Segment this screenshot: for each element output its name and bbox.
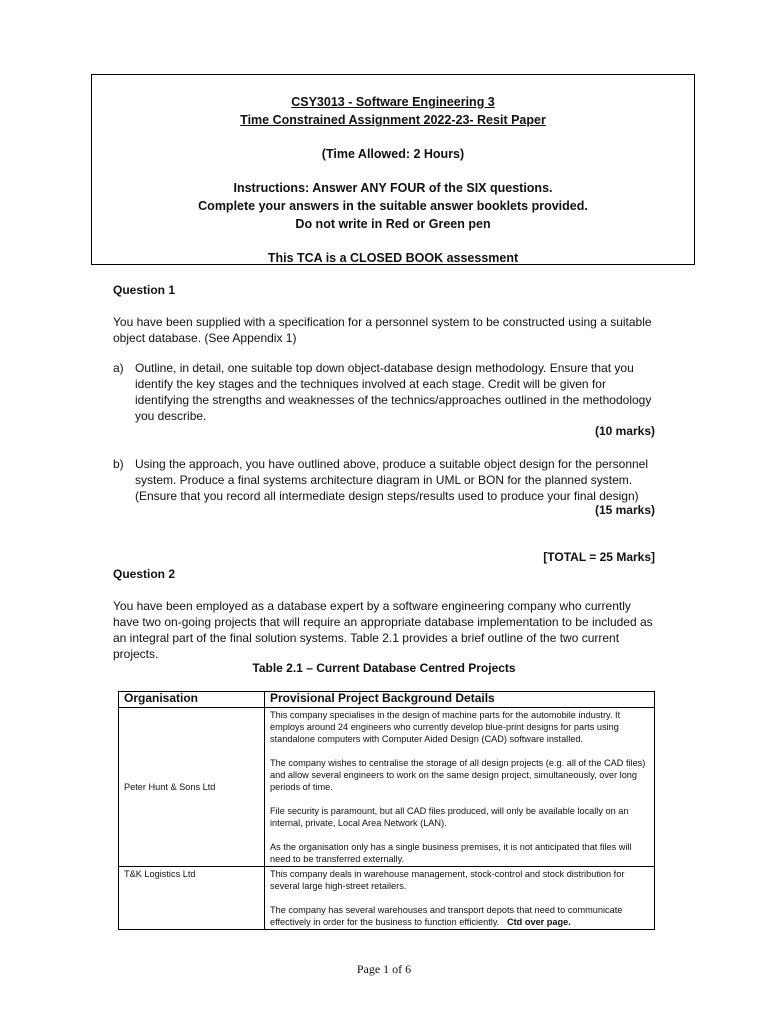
question-1b-text: Using the approach, you have outlined above, produce a suitable object design for the personnel system. Produce a final systems architecture diagram in UML or BON for the planned system. (Ensure that you record all intermediate design steps/results used to produce your final design) [135,457,649,503]
details-paragraph: File security is paramount, but all CAD files produced, will only be available locally on an internal, private, Local Area Network (LAN). [270,806,629,828]
table-row [119,708,655,867]
organisation-cell: Peter Hunt & Sons Ltd [119,708,265,867]
instructions-line-3: Do not write in Red or Green pen [295,217,491,231]
question-2-title: Question 2 [113,567,176,581]
organisation-cell: T&K Logistics Ltd [119,867,265,930]
table-header-row [119,692,655,708]
question-1a-label: a) [113,361,124,375]
details-paragraph: This company specialises in the design of machine parts for the automobile industry. It employs around 24 engineers who currently develop blue-print designs for parts using standalone computers with Computer Aided Design (CAD) software installed. [270,710,621,744]
column-header-organisation: Organisation [119,692,265,708]
column-header-details: Provisional Project Background Details [265,692,655,708]
time-allowed: (Time Allowed: 2 Hours) [321,147,465,161]
details-paragraph: This company deals in warehouse management, stock-control and stock distribution for several large high-street retailers. [270,869,625,891]
continued-note: Ctd over page. [506,917,571,927]
course-title: CSY3013 - Software Engineering 3 [291,95,495,109]
question-1b [113,456,658,504]
details-cell [265,867,655,930]
question-1-total: [TOTAL = 25 Marks] [543,550,655,564]
details-paragraph: As the organisation only has a single business premises, it is not anticipated that files will need to be transferred externally. [270,842,632,864]
details-text: The company has several warehouses and transport depots that need to communicate effectively in order for the business to function efficiently. [270,905,623,927]
closed-book-notice: This TCA is a CLOSED BOOK assessment [267,251,519,265]
question-2-intro: You have been employed as a database expert by a software engineering company who currently have two on-going projects that will require an appropriate database implementation to be included as an integral part of the final solution systems. Table 2.1 provides a brief outline of the two current projects. [113,599,653,661]
question-1-title: Question 1 [113,283,176,297]
question-1a-marks: (10 marks) [594,424,655,438]
question-1a-text: Outline, in detail, one suitable top down object-database design methodology. Ensure that you identify the key stages and the techniques involved at each stage. Credit will be given for identifying the strengths and weaknesses of the technics/approaches outlined in the methodology you describe. [135,361,652,423]
paper-title: Time Constrained Assignment 2022-23- Resit Paper [240,113,546,127]
details-paragraph [270,904,649,928]
question-1b-marks: (15 marks) [594,503,655,517]
table-caption: Table 2.1 – Current Database Centred Projects [252,661,516,675]
details-paragraph: The company wishes to centralise the storage of all design projects (e.g. all of the CAD files) and allow several engineers to work on the same design project, simultaneously, over long periods of time. [270,758,646,792]
table-row [119,867,655,930]
question-1a [113,360,658,423]
page-number: Page 1 of 6 [356,962,412,976]
instructions-line-1: Instructions: Answer ANY FOUR of the SIX questions. [233,181,553,195]
details-cell [265,708,655,867]
projects-table [118,691,655,930]
header-box [91,74,695,265]
instructions-line-2: Complete your answers in the suitable answer booklets provided. [198,199,588,213]
question-1-intro: You have been supplied with a specification for a personnel system to be constructed using a suitable object database. (See Appendix 1) [113,315,652,345]
question-1b-label: b) [113,457,124,471]
